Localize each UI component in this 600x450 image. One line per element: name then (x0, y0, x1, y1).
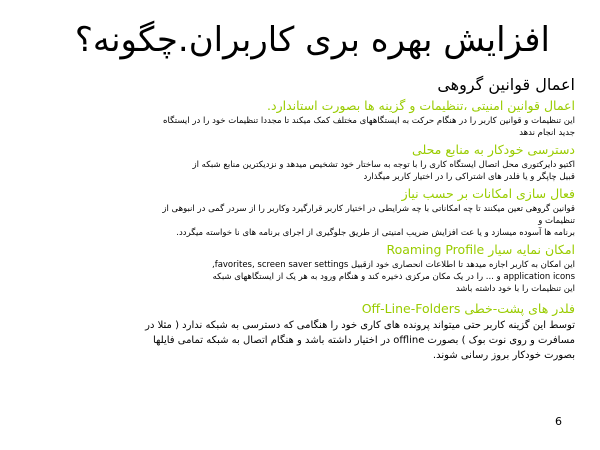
description-line: application icons و ... را در یک مکان مرکزی ذخیره کند و هنگام ورود به هر یک از ایستگاههای شبکه (212, 272, 575, 282)
section-heading: اعمال قوانین گروهی (437, 75, 575, 94)
slide-title: افزایش بهره بری کاربران.چگونه؟ (74, 20, 550, 60)
page-number: 6 (555, 415, 562, 428)
list-item (12, 300, 575, 363)
description-line: بصورت خودکار بروز رسانی شوند. (432, 350, 575, 361)
description-line: این تنظیمات را با خود داشته باشد (455, 284, 575, 294)
description-line: تنظیمات و (538, 216, 575, 226)
item-description (12, 115, 575, 139)
item-description (12, 318, 575, 363)
item-description (12, 259, 575, 295)
list-item (12, 97, 575, 139)
item-heading: امکان نمایه سیار Roaming Profile (386, 242, 575, 257)
item-heading: دسترسی خودکار به منابع محلی (412, 142, 575, 157)
list-item (12, 141, 575, 183)
description-line: قبیل چاپگر و یا فلدر های اشتراکی را در اختیار کاربر میگذارد (363, 172, 575, 182)
description-line: مسافرت و روی نوت بوک ) بصورت offline در اختیار داشته باشد و هنگام اتصال به شبکه تمامی فایلها (152, 335, 575, 346)
description-line: قوانین گروهی تعین میکنند تا چه امکاناتی با چه شرایطی در اختیار کاربر قرارگیرد وکاربر را از سردر گمی در انبوهی از (162, 204, 575, 214)
item-heading: فعال سازی امکانات بر حسب نیاز (401, 186, 575, 201)
item-heading: فلدر های پشت-خطی Off-Line-Folders (361, 301, 575, 316)
description-line: این امکان به کاربر اجازه میدهد تا اطلاعات انحصاری خود ازقبیل favorites, screen saver settings, (212, 260, 575, 270)
item-heading: اعمال قوانین امنیتی ،تنظیمات و گزینه ها بصورت استاندارد. (267, 98, 575, 113)
description-line: جدید انجام ندهد (519, 128, 575, 138)
item-description (12, 203, 575, 239)
item-description (12, 159, 575, 183)
description-line: توسط این گزینه کاربر حتی میتواند پرونده های کاری خود را هنگامی که دسترسی به شبکه ندارد ( مثلا در (145, 320, 575, 331)
description-line: برنامه ها آسوده میسازد و یا عت افزایش ضریب امنیتی از طریق جلوگیری از اجرای برنامه های نا خواسته میگردد. (176, 228, 575, 238)
list-item (12, 241, 575, 295)
list-item (12, 185, 575, 239)
description-line: اکتیو دایرکتوری محل اتصال ایستگاه کاری را با توجه به ساختار خود تشخیص میدهد و نزدیکترین منابع شبکه از (192, 160, 575, 170)
description-line: این تنظیمات و قوانین کاربر را در هنگام حرکت به ایستگاههای مختلف کمک میکند تا مجددا تنظیمات خود را در ایستگاه (163, 116, 575, 126)
slide-body (12, 97, 575, 363)
